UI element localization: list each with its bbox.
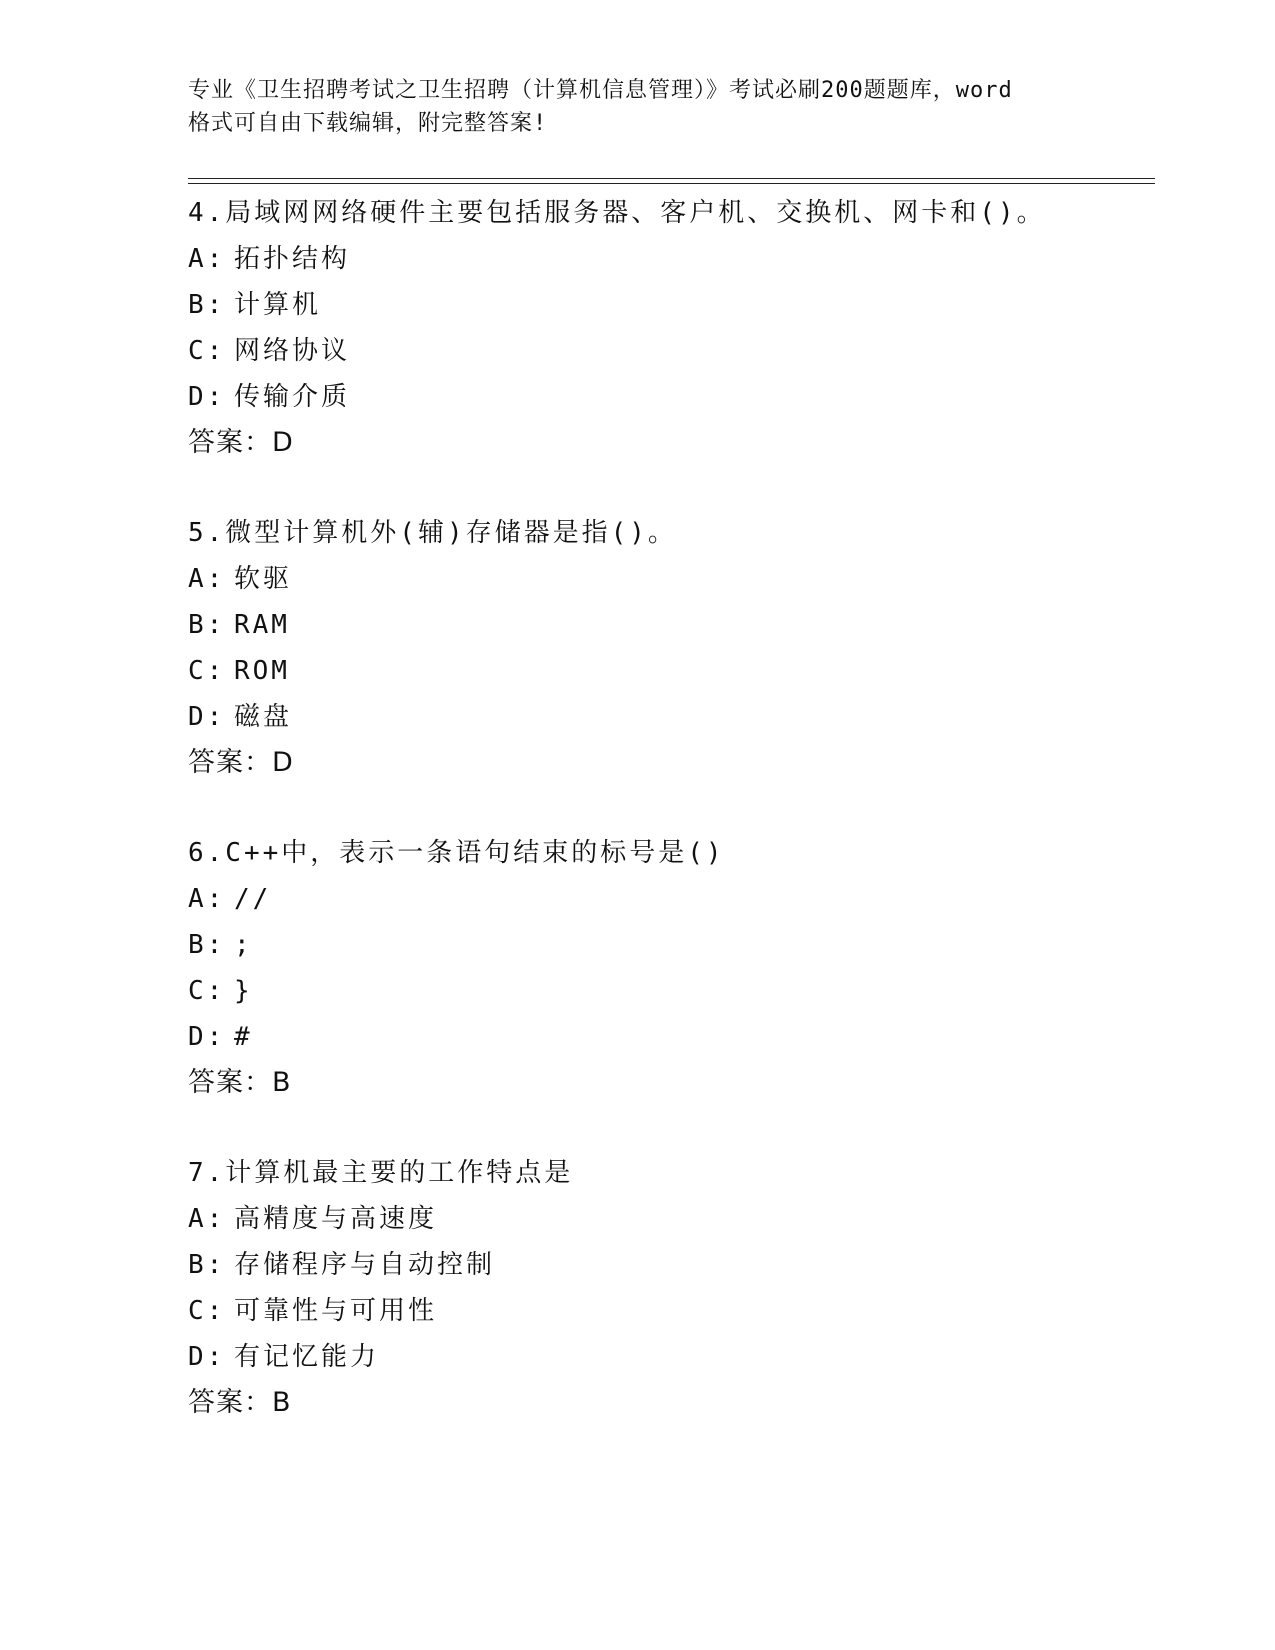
option-text: ROM (234, 656, 290, 686)
option-c (188, 648, 1168, 694)
option-key: D: (188, 1342, 226, 1372)
question-stem: 6.C++中，表示一条语句结束的标号是() (188, 838, 725, 868)
option-key: A: (188, 244, 226, 274)
option-key: D: (188, 1022, 226, 1052)
question-stem: 7.计算机最主要的工作特点是 (188, 1158, 574, 1188)
option-b (188, 1242, 1168, 1288)
option-key: B: (188, 290, 226, 320)
option-a (188, 876, 1168, 922)
header-divider-bottom (188, 183, 1155, 184)
header-line-1: 专业《卫生招聘考试之卫生招聘（计算机信息管理）》考试必刷200题题库，word (188, 78, 1013, 103)
question-stem: 5.微型计算机外(辅)存储器是指()。 (188, 518, 677, 548)
answer-line: 答案：B (188, 1067, 292, 1098)
option-text: ; (234, 930, 253, 960)
option-d (188, 1014, 1168, 1060)
option-text: 磁盘 (234, 702, 293, 732)
option-key: C: (188, 976, 226, 1006)
option-key: C: (188, 336, 226, 366)
option-b (188, 602, 1168, 648)
question-5 (188, 510, 1168, 786)
option-key: A: (188, 1204, 226, 1234)
document-header (188, 74, 1088, 140)
option-key: B: (188, 930, 226, 960)
option-a (188, 556, 1168, 602)
option-text: 可靠性与可用性 (234, 1296, 438, 1326)
option-key: B: (188, 1250, 226, 1280)
option-c (188, 328, 1168, 374)
option-b (188, 282, 1168, 328)
header-line-2: 格式可自由下载编辑，附完整答案! (188, 111, 548, 136)
option-b (188, 922, 1168, 968)
option-text: 拓扑结构 (234, 244, 351, 274)
option-key: C: (188, 656, 226, 686)
question-stem: 4.局域网网络硬件主要包括服务器、客户机、交换机、网卡和()。 (188, 198, 1046, 228)
option-text: } (234, 976, 253, 1006)
header-divider-top (188, 178, 1155, 179)
question-7 (188, 1150, 1168, 1426)
option-text: 高精度与高速度 (234, 1204, 438, 1234)
answer-line: 答案：D (188, 747, 294, 778)
option-key: B: (188, 610, 226, 640)
option-text: 传输介质 (234, 382, 351, 412)
answer-line: 答案：B (188, 1387, 292, 1418)
option-key: D: (188, 702, 226, 732)
answer-line: 答案：D (188, 427, 294, 458)
option-d (188, 694, 1168, 740)
option-text: 有记忆能力 (234, 1342, 380, 1372)
option-text: 软驱 (234, 564, 293, 594)
option-text: # (234, 1022, 253, 1052)
option-text: 存储程序与自动控制 (234, 1250, 496, 1280)
question-4 (188, 190, 1168, 466)
option-d (188, 1334, 1168, 1380)
option-text: 网络协议 (234, 336, 351, 366)
option-key: D: (188, 382, 226, 412)
option-a (188, 236, 1168, 282)
question-6 (188, 830, 1168, 1106)
option-text: 计算机 (234, 290, 322, 320)
option-c (188, 968, 1168, 1014)
option-key: A: (188, 564, 226, 594)
option-c (188, 1288, 1168, 1334)
option-d (188, 374, 1168, 420)
option-key: C: (188, 1296, 226, 1326)
option-text: RAM (234, 610, 290, 640)
option-text: // (234, 884, 272, 914)
option-key: A: (188, 884, 226, 914)
option-a (188, 1196, 1168, 1242)
